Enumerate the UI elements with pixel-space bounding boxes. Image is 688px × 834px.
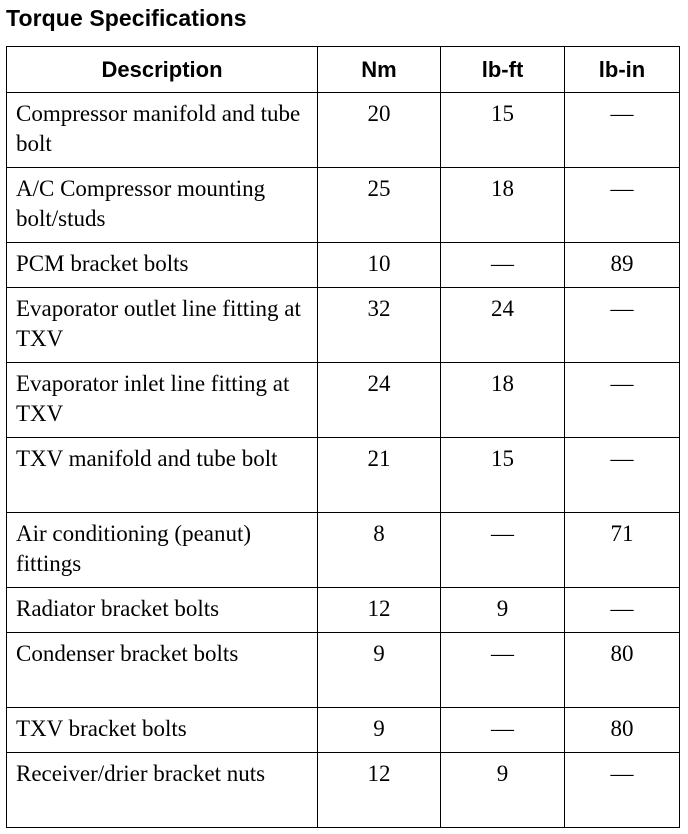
nm-cell: 10: [318, 243, 441, 288]
table-row: [7, 288, 680, 363]
table-row: [7, 93, 680, 168]
table-row: [7, 708, 680, 753]
table-row: [7, 588, 680, 633]
lb-in-cell: —: [565, 588, 680, 633]
description-cell: Air conditioning (peanut) fittings: [7, 513, 318, 588]
description-cell: Evaporator inlet line fitting at TXV: [7, 363, 318, 438]
lb-in-cell: —: [565, 288, 680, 363]
nm-cell: 32: [318, 288, 441, 363]
lb-ft-cell: 15: [441, 438, 565, 513]
table-row: [7, 363, 680, 438]
description-cell: A/C Compressor mounting bolt/studs: [7, 168, 318, 243]
description-cell: Evaporator outlet line fitting at TXV: [7, 288, 318, 363]
lb-ft-cell: 9: [441, 588, 565, 633]
lb-ft-cell: 18: [441, 363, 565, 438]
lb-ft-cell: —: [441, 633, 565, 708]
lb-in-cell: 71: [565, 513, 680, 588]
lb-ft-cell: —: [441, 513, 565, 588]
nm-cell: 8: [318, 513, 441, 588]
torque-specifications-table: [6, 46, 680, 828]
lb-ft-cell: 18: [441, 168, 565, 243]
nm-cell: 25: [318, 168, 441, 243]
lb-in-cell: —: [565, 363, 680, 438]
lb-ft-cell: —: [441, 708, 565, 753]
nm-cell: 21: [318, 438, 441, 513]
lb-in-cell: 89: [565, 243, 680, 288]
description-cell: Condenser bracket bolts: [7, 633, 318, 708]
lb-in-cell: —: [565, 438, 680, 513]
lb-ft-cell: 9: [441, 753, 565, 828]
nm-cell: 9: [318, 708, 441, 753]
nm-cell: 12: [318, 588, 441, 633]
table-row: [7, 753, 680, 828]
table-row: [7, 243, 680, 288]
column-header-lb-ft: lb-ft: [441, 47, 565, 93]
description-cell: Radiator bracket bolts: [7, 588, 318, 633]
table-row: [7, 633, 680, 708]
nm-cell: 20: [318, 93, 441, 168]
description-cell: TXV manifold and tube bolt: [7, 438, 318, 513]
description-cell: PCM bracket bolts: [7, 243, 318, 288]
page-title: Torque Specifications: [6, 5, 247, 31]
nm-cell: 12: [318, 753, 441, 828]
lb-ft-cell: 15: [441, 93, 565, 168]
description-cell: Receiver/drier bracket nuts: [7, 753, 318, 828]
table-row: [7, 438, 680, 513]
lb-ft-cell: —: [441, 243, 565, 288]
column-header-description: Description: [7, 47, 318, 93]
nm-cell: 9: [318, 633, 441, 708]
lb-in-cell: 80: [565, 633, 680, 708]
table-header-row: [7, 47, 680, 93]
table-row: [7, 513, 680, 588]
column-header-lb-in: lb-in: [565, 47, 680, 93]
column-header-nm: Nm: [318, 47, 441, 93]
lb-in-cell: —: [565, 93, 680, 168]
nm-cell: 24: [318, 363, 441, 438]
table-row: [7, 168, 680, 243]
lb-in-cell: —: [565, 753, 680, 828]
description-cell: Compressor manifold and tube bolt: [7, 93, 318, 168]
lb-in-cell: —: [565, 168, 680, 243]
lb-ft-cell: 24: [441, 288, 565, 363]
lb-in-cell: 80: [565, 708, 680, 753]
description-cell: TXV bracket bolts: [7, 708, 318, 753]
